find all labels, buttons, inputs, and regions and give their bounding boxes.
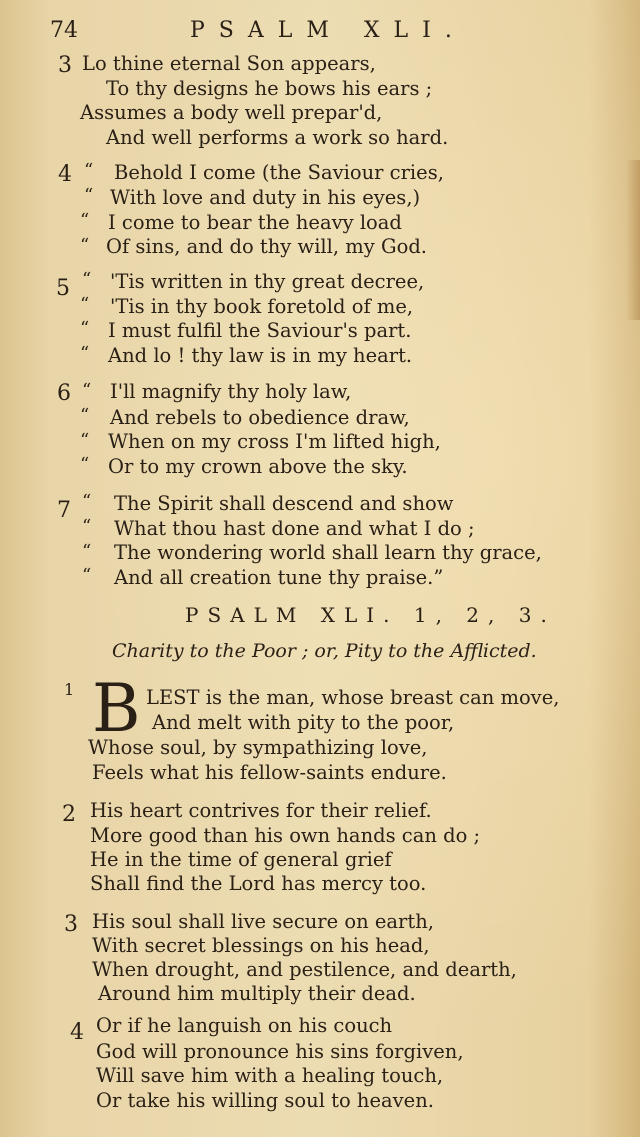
verse-line: And melt with pity to the poor,	[152, 711, 455, 734]
verse-line: What thou hast done and what I do ;	[114, 517, 475, 540]
verse-line: Lo thine eternal Son appears,	[82, 52, 376, 75]
quote-mark: “	[80, 210, 90, 231]
verse-number: 3	[58, 53, 72, 78]
verse-number: 3	[64, 912, 78, 937]
psalm-heading: PSALM XLI. 1, 2, 3.	[185, 603, 556, 627]
quote-mark: “	[80, 405, 90, 426]
verse-number: 5	[56, 276, 70, 301]
verse-number: 4	[70, 1020, 84, 1045]
page-number: 74	[50, 18, 78, 43]
quote-mark: “	[82, 565, 92, 586]
verse-line: I'll magnify thy holy law,	[110, 380, 352, 403]
verse-line: To thy designs he bows his ears ;	[106, 77, 433, 100]
quote-mark: “	[80, 235, 90, 256]
verse-line: When on my cross I'm lifted high,	[108, 430, 441, 453]
verse-line: Shall find the Lord has mercy too.	[90, 872, 427, 895]
verse-line: Behold I come (the Saviour cries,	[114, 161, 444, 184]
quote-mark: “	[82, 269, 92, 290]
verse-number: 6	[57, 381, 71, 406]
verse-line: When drought, and pestilence, and dearth,	[92, 958, 517, 981]
verse-line: Whose soul, by sympathizing love,	[88, 736, 428, 759]
verse-line: With love and duty in his eyes,)	[110, 186, 421, 209]
verse-line: With secret blessings on his head,	[92, 934, 430, 957]
verse-line: I must fulfil the Saviour's part.	[108, 319, 412, 342]
drop-cap: B	[92, 670, 141, 747]
psalm-subtitle: Charity to the Poor ; or, Pity to the Afflicted.	[112, 640, 537, 662]
quote-mark: “	[80, 318, 90, 339]
verse-line: Will save him with a healing touch,	[96, 1064, 444, 1087]
verse-line: The Spirit shall descend and show	[114, 492, 454, 515]
verse-line: And well performs a work so hard.	[106, 126, 449, 149]
quote-mark: “	[80, 294, 90, 315]
verse-line: Or take his willing soul to heaven.	[96, 1089, 434, 1112]
running-head: PSALM XLI.	[190, 18, 466, 43]
verse-line: LEST is the man, whose breast can move,	[146, 686, 560, 709]
verse-line: I come to bear the heavy load	[108, 211, 402, 234]
verse-line: 'Tis in thy book foretold of me,	[110, 295, 414, 318]
verse-number: 1	[64, 680, 75, 699]
verse-line: Of sins, and do thy will, my God.	[106, 235, 428, 258]
quote-mark: “	[80, 430, 90, 451]
verse-line: And lo ! thy law is in my heart.	[108, 344, 413, 367]
verse-line: Assumes a body well prepar'd,	[80, 101, 383, 124]
verse-line: He in the time of general grief	[90, 848, 392, 871]
verse-line: Around him multiply their dead.	[98, 982, 416, 1005]
quote-mark: “	[84, 160, 94, 181]
quote-mark: “	[82, 541, 92, 562]
quote-mark: “	[82, 380, 92, 401]
verse-number: 7	[57, 498, 71, 523]
verse-line: Or if he languish on his couch	[96, 1014, 393, 1037]
verse-line: 'Tis written in thy great decree,	[110, 270, 425, 293]
page-edge-stain	[626, 160, 640, 320]
quote-mark: “	[80, 343, 90, 364]
verse-line: And all creation tune thy praise.”	[114, 566, 444, 589]
verse-line: More good than his own hands can do ;	[90, 824, 481, 847]
verse-line: Feels what his fellow-saints endure.	[92, 761, 447, 784]
quote-mark: “	[84, 185, 94, 206]
quote-mark: “	[82, 491, 92, 512]
verse-line: God will pronounce his sins forgiven,	[96, 1040, 464, 1063]
quote-mark: “	[80, 454, 90, 475]
quote-mark: “	[82, 516, 92, 537]
verse-line: His heart contrives for their relief.	[90, 799, 432, 822]
verse-number: 2	[62, 802, 76, 827]
verse-line: Or to my crown above the sky.	[108, 455, 408, 478]
verse-line: The wondering world shall learn thy grace,	[114, 541, 542, 564]
verse-number: 4	[58, 162, 72, 187]
verse-line: His soul shall live secure on earth,	[92, 910, 434, 933]
verse-line: And rebels to obedience draw,	[110, 406, 410, 429]
page-header	[50, 18, 470, 46]
